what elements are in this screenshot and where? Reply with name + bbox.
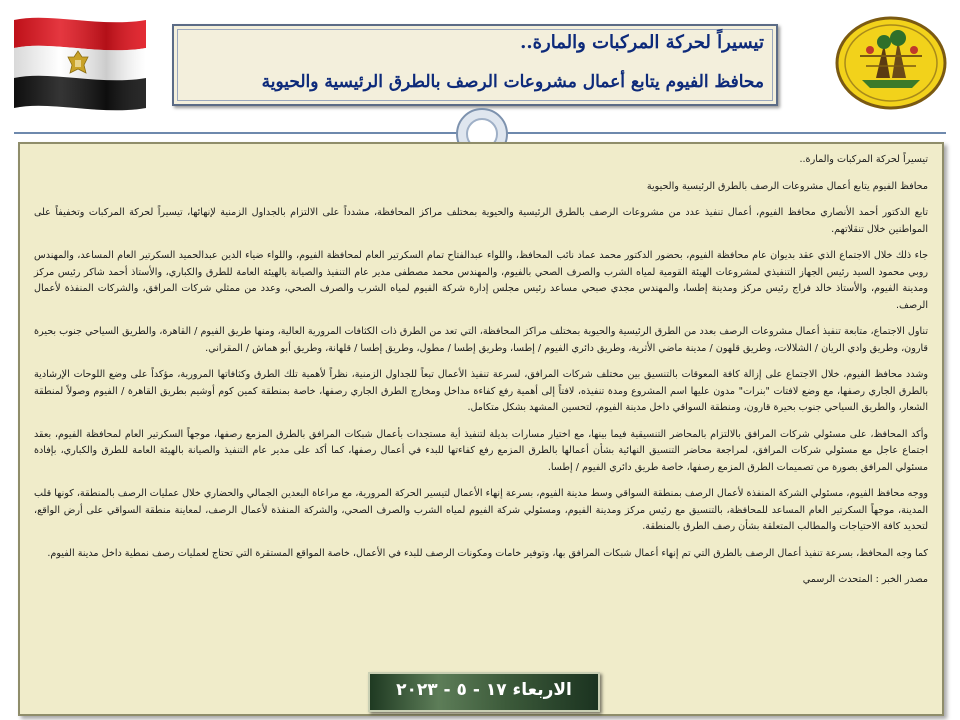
article-panel (18, 142, 944, 716)
page-header (0, 0, 960, 140)
article-paragraph: تيسيراً لحركة المركبات والمارة.. (799, 154, 928, 165)
article-source: مصدر الخبر : المتحدث الرسمي (802, 574, 928, 585)
date-text: الاربعاء ١٧ - ٥ - ٢٠٢٣ (396, 680, 572, 700)
article-paragraph: جاء ذلك خلال الاجتماع الذي عقد بديوان عام محافظة الفيوم، بحضور الدكتور محمد عماد نائب المحافظ، واللواء عبدالفتاح تمام السكرتير العام لمحافظة الفيوم، واللواء ضياء الدين عبدالحميد السكرتير العام المساعد، والمهندس روبي محمود السيد رئيس الجهاز التنفيذي لمشروعات الهيئة القومية لمياه الشرب والصرف الصحي بالفيوم، والمهندس محمد مصطفى مدير عام التنفيذ والصيانة بالهيئة العامة للطرق والكباري، والأستاذ أحمد شاكر رئيس مركز ومدينة الفيوم، والأستاذ خالد فراج رئيس مركز ومدينة إطسا، والمهندس مجدي صبحي مساعد رئيس مجلس إدارة شركة الفيوم لمياه الشرب والصرف الصحي، وعدد من ممثلي شركات المرافق، والشركات المنفذة لأعمال الرصف. (34, 250, 928, 311)
article-paragraph: تابع الدكتور أحمد الأنصاري محافظ الفيوم، أعمال تنفيذ عدد من مشروعات الرصف بالطرق الرئيسية والحيوية بمختلف مراكز المحافظة، مشدداً على الالتزام بالجداول الزمنية لإنهائها، تيسيراً لحركة المركبات وتخفيفاً على المواطنين خلال تنقلاتهم. (34, 207, 928, 235)
article-paragraph: محافظ الفيوم يتابع أعمال مشروعات الرصف بالطرق الرئيسية والحيوية (646, 180, 928, 192)
article-paragraph: وشدد محافظ الفيوم، خلال الاجتماع على إزالة كافة المعوقات بالتنسيق بين مختلف شركات المرافق، لسرعة تنفيذ الأعمال تبعاً للجداول الزمنية، نظراً لأهمية تلك الطرق وكثافاتها المرورية، مؤكداً على وضع اللوحات الإرشادية بالطرق الجاري رصفها، مع وضع لافتات "بنرات" مدون عليها اسم المشروع ومدة تنفيذه، لافتاً إلى أهمية رفع كفاءة مداخل ومخارج الطرق الجاري رصفها، خاصة بمنطقة كمين كوم أوشيم بطريق القاهرة / الفيوم وصولاً لمنطقة الشعار، والطريق السياحي جنوب بحيرة قارون، ومنطقة السواقي داخل مدينة الفيوم، لتحسين المشهد بشكل متكامل. (34, 369, 928, 413)
article-paragraph: ووجه محافظ الفيوم، مسئولي الشركة المنفذة لأعمال الرصف بمنطقة السواقي وسط مدينة الفيوم، بسرعة إنهاء الأعمال لتيسير الحركة المرورية، مع مراعاة البعدين الجمالي والحضاري خلال عمليات الرصف بالمنطقة، كونها قلب المدينة، موجهاً السكرتير العام المساعد للمحافظة، بالتنسيق مع رئيس مركز ومدينة الفيوم، ومسئولي شركة الفيوم لمياه الشرب والصرف الصحي، والشركة المنفذة لأعمال الرصف، لمعاينة منطقة السواقي على أرض الواقع، لتحديد كافة الاحتياجات والمطالب المتعلقة بشأن رصف الطرق بالمنطقة. (34, 488, 928, 532)
title-line-1: تيسيراً لحركة المركبات والمارة.. (520, 32, 764, 53)
article-paragraph: وأكد المحافظ، على مسئولي شركات المرافق بالالتزام بالمحاضر التنسيقية فيما بينها، مع اختيار مسارات بديلة لتنفيذ أية مستجدات بأعمال شبكات المرافق بالطرق المزمع رصفها، موجهاً السكرتير العام لمحافظة الفيوم، بعقد اجتماع عاجل مع مسئولي شركات المرافق، لمراجعة محاضر التنسيق النهائية بشأن أعمالها بالطرق المزمع رفع كفاءتها للبدء في أعمال رصفها، كما أكد على مدير عام التنفيذ والصيانة بالهيئة العامة للطرق والكباري، بإفادة مسئولي المرافق بصورة من تصميمات الطرق المزمع رصفها، خاصة طريق دائري الفيوم / إطسا. (34, 428, 928, 473)
article-paragraph: تناول الاجتماع، متابعة تنفيذ أعمال مشروعات الرصف بعدد من الطرق الرئيسية والحيوية بمختلف مراكز المحافظة، التي تعد من الطرق ذات الكثافات المرورية العالية، ومنها طريق الفيوم / القاهرة، والطريق السياحي جنوب بحيرة قارون، وطريق وادي الريان / الشلالات، وطريق قلهون / مدينة ماضي الأثرية، وطريق دائري الفيوم / إطسا، وطريق إطسا / مطول، وطريق إطسا / قلهانة، وطريق أبو هماش / المقراني. (34, 326, 928, 354)
egypt-flag-icon (10, 14, 150, 114)
title-line-2: محافظ الفيوم يتابع أعمال مشروعات الرصف بالطرق الرئيسية والحيوية (261, 72, 764, 92)
article-body (34, 152, 928, 599)
date-banner (368, 672, 600, 712)
title-box (172, 24, 778, 106)
fayoum-governorate-logo-icon (832, 14, 950, 112)
article-paragraph: كما وجه المحافظ، بسرعة تنفيذ أعمال الرصف بالطرق التي تم إنهاء أعمال شبكات المرافق بها، وتوفير خامات ومكونات الرصف للبدء في الأعمال، خاصة المواقع المستقرة التي تحتاج لعمليات رصف نمطية داخل مدينة الفيوم. (47, 547, 928, 559)
